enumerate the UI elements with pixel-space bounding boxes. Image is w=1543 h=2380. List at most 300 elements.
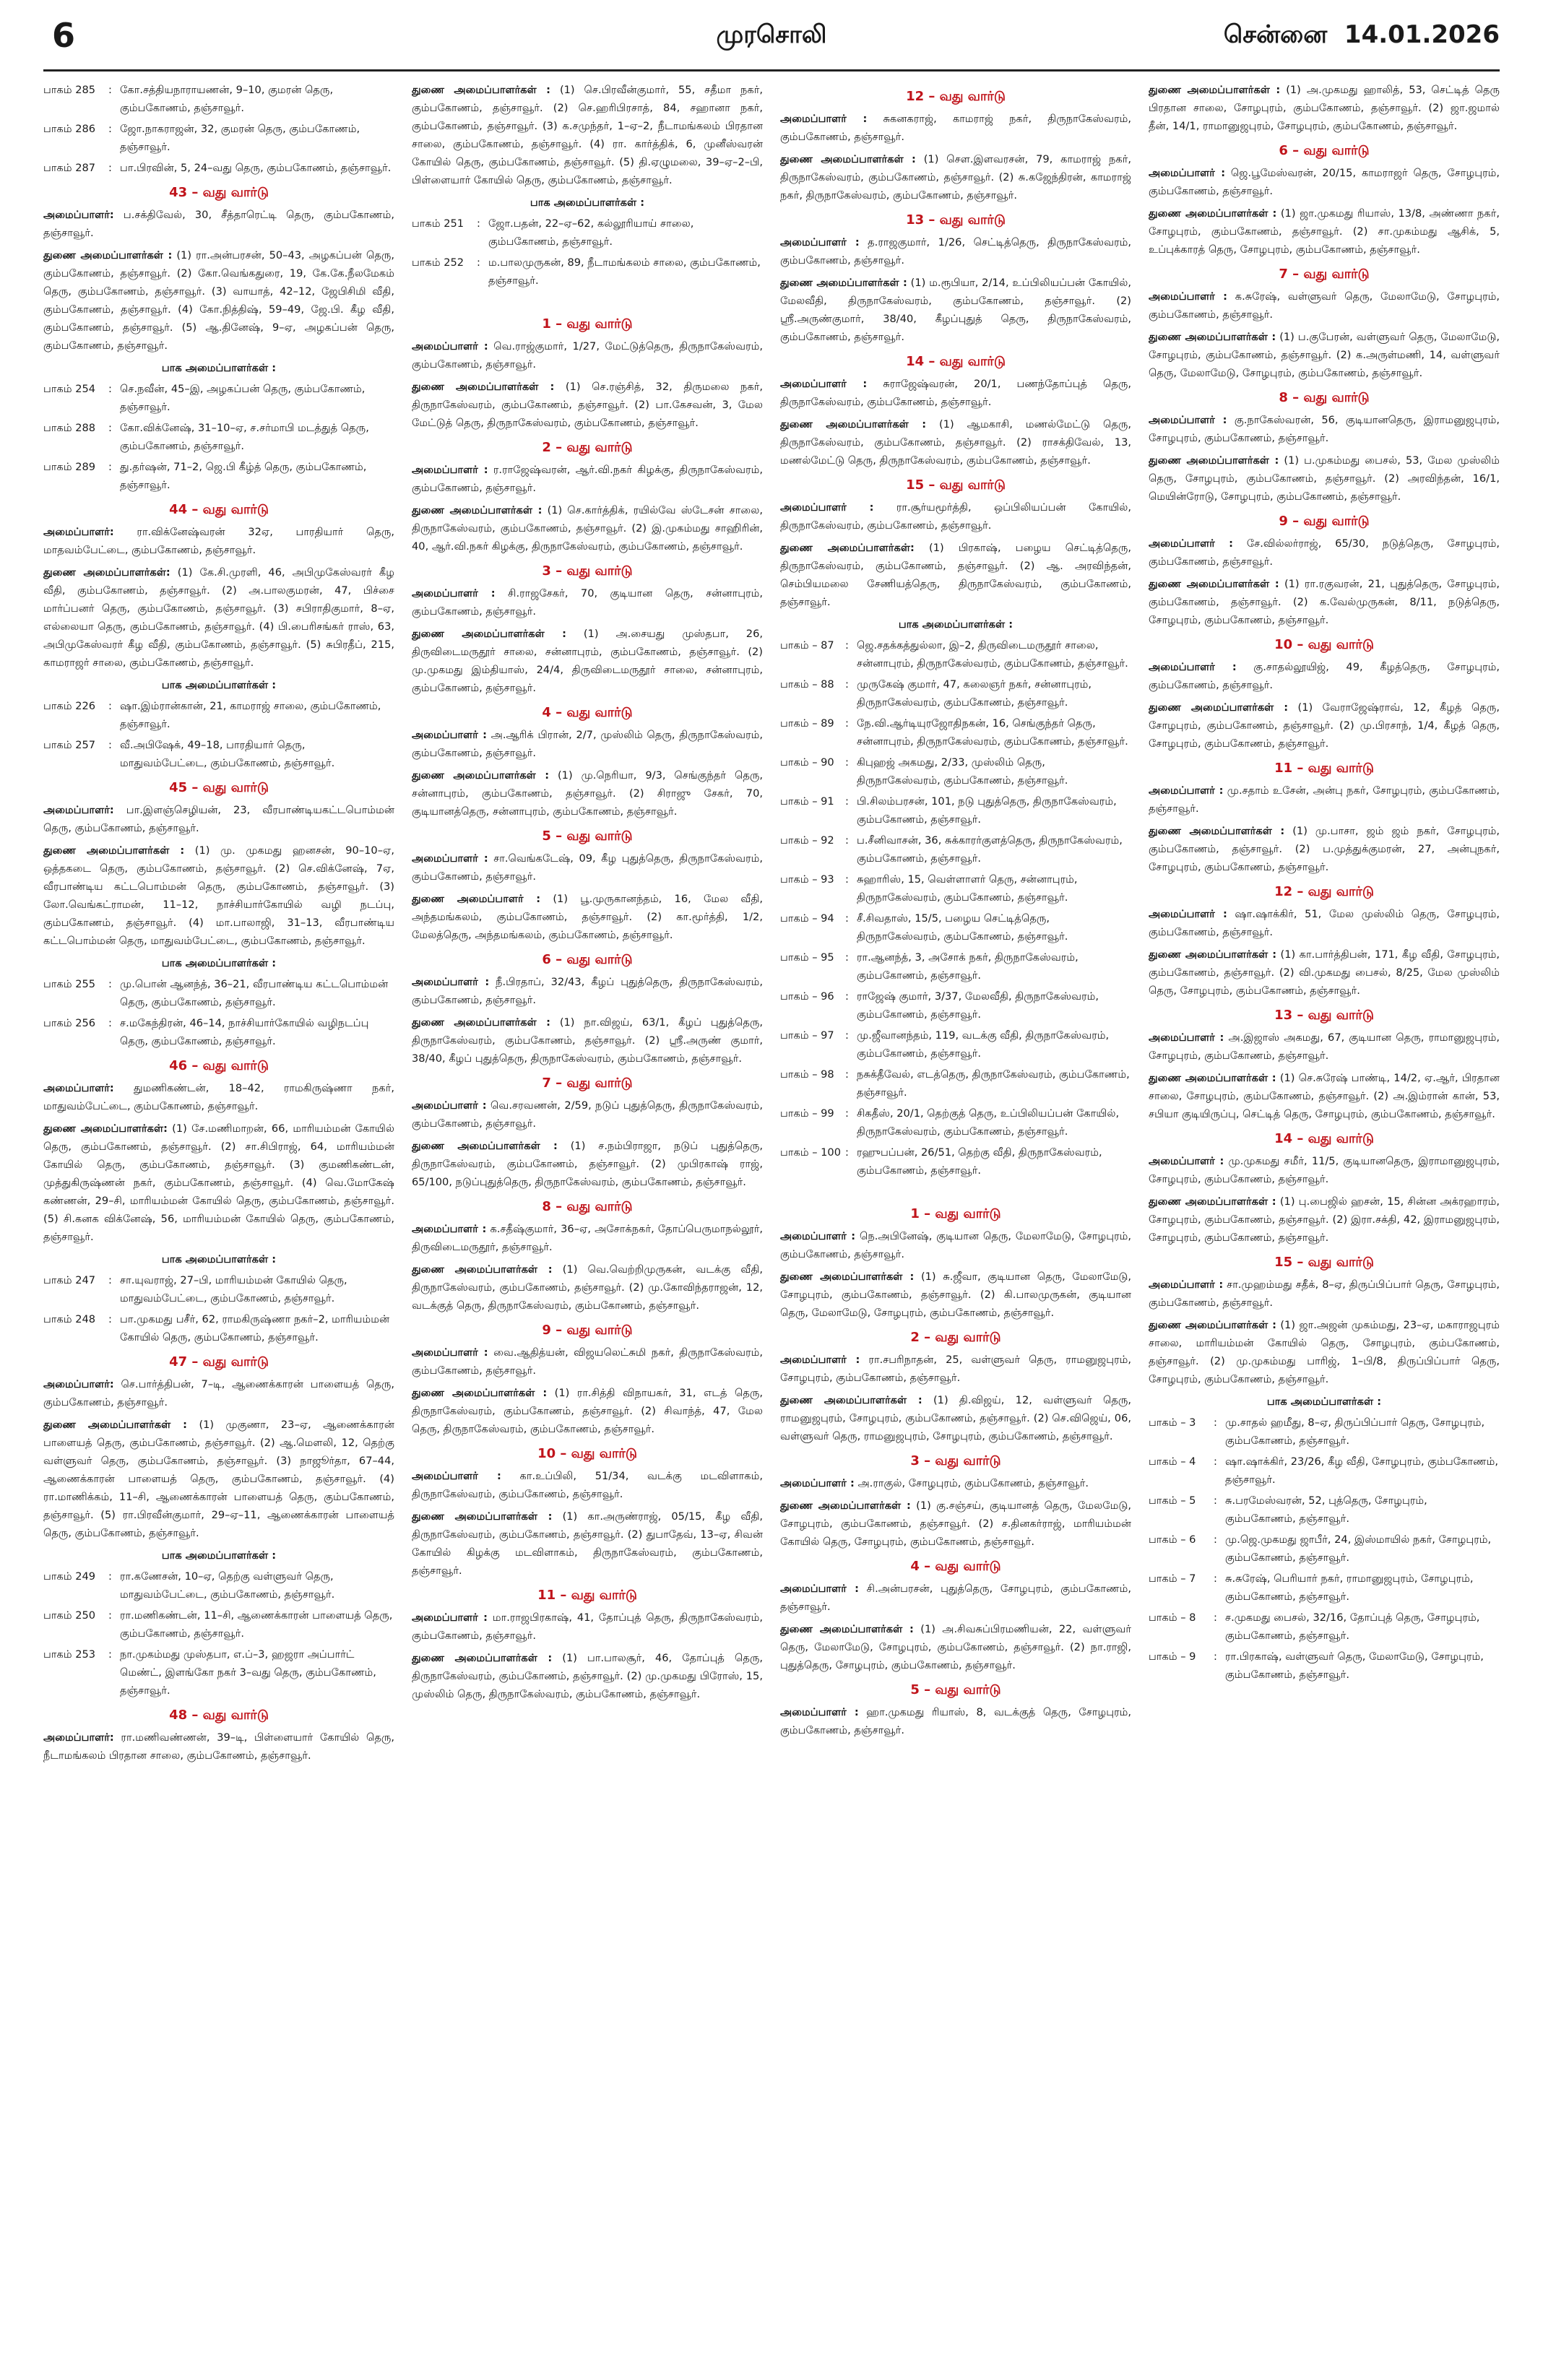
part-number: பாகம் 248: [43, 1313, 96, 1325]
entry-separator: :: [108, 383, 112, 395]
organiser-details: (1) ம.ரூபியா, 2/14, உப்பிலியப்பன் கோயில், மேலவீதி, திருநாகேஸ்வரம், கும்பகோணம், தஞ்சாவூர். (2) ஸ்ரீ.அருண்குமார், 38/40, கீழப்புதுத் தெரு, திருநாகேஸ்வரம், கும்பகோணம், தஞ்சாவூர்.: [780, 277, 1131, 343]
organiser-details: ஜெ.பூமேஸ்வரன், 20/15, காமராஜர் தெரு, சோழபுரம், கும்பகோணம், தஞ்சாவூர்.: [1149, 167, 1500, 197]
part-entry: [780, 909, 1131, 945]
organiser-paragraph: [412, 1467, 763, 1503]
part-entry: [780, 870, 1131, 906]
page-header: [0, 0, 1543, 87]
part-entry: [1149, 1414, 1500, 1450]
role-label: துணை அமைப்பாளர்கள் :: [412, 769, 550, 782]
ward-heading: 15 – வது வார்டு: [906, 477, 1006, 493]
part-entry: [43, 1271, 394, 1307]
role-label: அமைப்பாளர்:: [43, 1378, 114, 1390]
organiser-details: (1) கு.சஞ்சய், குடியானத் தெரு, மேலமேடு, சோழபுரம், கும்பகோணம், தஞ்சாவூர். (2) ச.தினகர்ராஜ், மாரியம்மன் கோயில் தெரு, சோழபுரம், கும்பகோணம், தஞ்சாவூர்.: [780, 1500, 1131, 1548]
part-organiser: ப.சீனிவாசன், 36, சுக்காரர்குளத்தெரு, திருநாகேஸ்வரம், கும்பகோணம், தஞ்சாவூர்.: [857, 834, 1123, 865]
part-number: பாகம் 252: [412, 256, 464, 269]
part-entry: [780, 1065, 1131, 1102]
organiser-details: நெ.அபினேஷ், குடியான தெரு, மேலாமேடு, சோழபுரம், கும்பகோணம், தஞ்சாவூர்.: [780, 1230, 1131, 1260]
organiser-details: (1) முகுணா, 23–ஏ, ஆணைக்காரன் பாளையத் தெரு, கும்பகோணம், தஞ்சாவூர். (2) ஆ.மெளலி, 12, தெற்கு வள்ளுவர் தெரு, கும்பகோணம், தஞ்சாவூர். (3) நாஜூர்தா, 67–44, ஆணைக்காரன் பாளையத் தெரு, கும்பகோணம், தஞ்சாவூர். (4) ரா.மாணிக்கம், 11–சி, ஆணைக்காரன் பாளையத் தெரு, கும்பகோணம், தஞ்சாவூர். (5) ரா.பிரவீன்குமார், 29–ஏ–11, ஆணைக்காரன் பாளையத் தெரு, கும்பகோணம், தஞ்சாவூர்.: [43, 1419, 394, 1539]
role-label: துணை அமைப்பாளர்கள் :: [1149, 701, 1289, 714]
part-organiser: கோ.சத்தியநாராயணன், 9–10, குமரன் தெரு, கும்பகோணம், தஞ்சாவூர்.: [120, 84, 334, 114]
entry-separator: :: [845, 951, 849, 964]
part-number: பாகம் 288: [43, 422, 96, 434]
part-organiser: ஜெ.சதக்கத்துல்லா, இ–2, திருவிடைமருதூர் சாலை, சன்னாபுரம், திருநாகேஸ்வரம், கும்பகோணம், தஞ்சாவூர்.: [857, 639, 1128, 670]
part-entry: [43, 81, 394, 117]
organiser-details: நீ.பிரதாப், 32/43, கீழப் புதுத்தெரு, திருநாகேஸ்வரம், கும்பகோணம், தஞ்சாவூர்.: [412, 976, 763, 1006]
organiser-paragraph: [780, 375, 1131, 411]
part-number: பாகம் 286: [43, 123, 96, 135]
organiser-details: வை.ஆதித்யன், விஜயலெட்சுமி நகர், திருநாகேஸ்வரம், கும்பகோணம், தஞ்சாவூர்.: [412, 1346, 763, 1377]
organiser-paragraph: [43, 563, 394, 672]
role-label: அமைப்பாளர்:: [43, 1731, 114, 1744]
ward-heading: 6 – வது வார்டு: [1279, 143, 1370, 158]
part-number: பாகம் – 3: [1149, 1416, 1196, 1429]
ward-heading: 5 – வது வார்டு: [542, 828, 633, 844]
role-label: துணை அமைப்பாளர்கள் :: [412, 1387, 548, 1399]
part-entry: [780, 636, 1131, 672]
part-number: பாகம் – 87: [780, 639, 834, 652]
entry-separator: :: [845, 717, 849, 730]
role-label: அமைப்பாளர் :: [780, 1477, 855, 1489]
organiser-details: (1) ப.முகம்மது பைசல், 53, மேல முஸ்லிம் தெரு, சோழபுரம், கும்பகோணம், தஞ்சாவூர். (2) அரவிந்தன், 16/1, மெயின்ரோடு, சோழபுரம், கும்பகோணம், தஞ்சாவூர்.: [1149, 454, 1500, 503]
organiser-paragraph: [1149, 451, 1500, 506]
organiser-paragraph: [412, 584, 763, 620]
organiser-details: (1) ப.குபேரன், வள்ளுவர் தெரு, மேலாமேடு, சோழபுரம், கும்பகோணம், தஞ்சாவூர். (2) க.அருள்மணி, 14, வள்ளுவர் தெரு, மேலாமேடு, சோழபுரம், கும்பகோணம், தஞ்சாவூர்.: [1149, 331, 1500, 379]
organiser-paragraph: [412, 1096, 763, 1133]
organiser-paragraph: [780, 1703, 1131, 1739]
organiser-paragraph: [1149, 698, 1500, 753]
column-1: [43, 81, 394, 2363]
role-label: அமைப்பாளர்:: [43, 209, 114, 221]
organiser-details: ர.ராஜேஷ்வரன், ஆர்.வி.நகர் கிழக்கு, திருநாகேஸ்வரம், கும்பகோணம், தஞ்சாவூர்.: [412, 464, 763, 494]
organiser-paragraph: [780, 1227, 1131, 1263]
organiser-details: க.சதீஷ்குமார், 36–ஏ, அசோக்நகர், தோப்பெருமாநல்லூர், திருவிடைமருதூர், தஞ்சாவூர்.: [412, 1223, 763, 1253]
organiser-paragraph: [412, 1384, 763, 1438]
role-label: அமைப்பாளர் :: [412, 1346, 488, 1359]
part-entry: [780, 1104, 1131, 1141]
role-label: அமைப்பாளர் :: [1149, 1278, 1224, 1291]
section-subheading: பாக அமைப்பாளர்கள் :: [161, 957, 277, 969]
part-entry: [43, 736, 394, 772]
role-label: அமைப்பாளர் :: [412, 587, 496, 600]
part-entry: [1149, 1531, 1500, 1567]
part-organiser: ஷா.இம்ரான்கான், 21, காமராஜ் சாலை, கும்பகோணம், தஞ்சாவூர்.: [120, 700, 381, 730]
part-number: பாகம் 285: [43, 84, 96, 96]
organiser-details: கு.சாதல்லூயிஜ், 49, கீழத்தெரு, சோழபுரம், கும்பகோணம், தஞ்சாவூர்.: [1149, 661, 1500, 691]
organiser-paragraph: [43, 1079, 394, 1115]
ward-heading: 1 – வது வார்டு: [910, 1206, 1001, 1221]
part-number: பாகம் – 90: [780, 756, 834, 769]
part-organiser: பா.பிரவின், 5, 24–வது தெரு, கும்பகோணம், தஞ்சாவூர்.: [120, 162, 392, 174]
entry-separator: :: [1214, 1494, 1217, 1507]
part-entry: [1149, 1453, 1500, 1489]
organiser-paragraph: [1149, 1316, 1500, 1388]
role-label: துணை அமைப்பாளர்கள்:: [780, 542, 915, 554]
part-organiser: ஜோ.நாகராஜன், 32, குமரன் தெரு, கும்பகோணம், தஞ்சாவூர்.: [120, 123, 360, 153]
entry-separator: :: [477, 256, 480, 269]
organiser-details: சா.வெங்கடேஷ், 09, கீழ புதுத்தெரு, திருநாகேஸ்வரம், கும்பகோணம், தஞ்சாவூர்.: [412, 852, 763, 883]
organiser-details: ரா.சூர்யமூர்த்தி, ஒப்பிலியப்பன் கோயில், திருநாகேஸ்வரம், கும்பகோணம், தஞ்சாவூர்.: [780, 501, 1131, 532]
organiser-details: சுராஜேஷ்வரன், 20/1, பணந்தோப்புத் தெரு, திருநாகேஸ்வரம், கும்பகோணம், தஞ்சாவூர்.: [780, 378, 1131, 408]
part-organiser: ரஹுபப்பன், 26/51, தெற்கு வீதி, திருநாகேஸ்வரம், கும்பகோணம், தஞ்சாவூர்.: [857, 1146, 1102, 1177]
ward-heading: 3 – வது வார்டு: [542, 563, 633, 579]
part-number: பாகம் – 9: [1149, 1650, 1196, 1663]
part-entry: [43, 419, 394, 455]
part-number: பாகம் – 97: [780, 1029, 834, 1042]
role-label: துணை அமைப்பாளர்கள் :: [412, 1652, 553, 1664]
part-organiser: ரா.மணிகண்டன், 11–சி, ஆணைக்காரன் பாளையத் தெரு, கும்பகோணம், தஞ்சாவூர்.: [120, 1609, 393, 1640]
column-3: [780, 81, 1131, 2363]
organiser-paragraph: [780, 1620, 1131, 1674]
part-organiser: ராஜேஷ் குமார், 3/37, மேலவீதி, திருநாகேஸ்வரம், கும்பகோணம், தஞ்சாவூர்.: [857, 990, 1099, 1021]
organiser-details: மு.முகமது சமீர், 11/5, குடியானதெரு, இராமானுஜபுரம், சோழபுரம், கும்பகோணம், தஞ்சாவூர்.: [1149, 1155, 1500, 1185]
ward-heading: 1 – வது வார்டு: [542, 316, 633, 332]
role-label: அமைப்பாளர் :: [1149, 1031, 1224, 1044]
role-label: அமைப்பாளர் :: [780, 1354, 860, 1366]
organiser-paragraph: [1149, 905, 1500, 941]
organiser-details: (1) கா.அருண்ராஜ், 05/15, கீழ வீதி, திருநாகேஸ்வரம், கும்பகோணம், தஞ்சாவூர். (2) துபாதேவ், 13–ஏ, சிவன் கோயில் கிழக்கு மடவிளாகம், திருநாகேஸ்வரம், கும்பகோணம், தஞ்சாவூர்.: [412, 1510, 763, 1577]
organiser-details: அ.இஜாஸ் அகமது, 67, குடியான தெரு, ராமானுஜபுரம், சோழபுரம், கும்பகோணம், தஞ்சாவூர்.: [1149, 1031, 1500, 1062]
part-entry: [780, 987, 1131, 1024]
page-number: 6: [52, 16, 76, 55]
role-label: துணை அமைப்பாளர்கள் :: [780, 277, 907, 289]
organiser-paragraph: [1149, 164, 1500, 200]
role-label: அமைப்பாளர் :: [1149, 1155, 1224, 1167]
role-label: அமைப்பாளர் :: [1149, 290, 1227, 303]
part-number: பாகம் 226: [43, 700, 96, 712]
organiser-paragraph: [1149, 1276, 1500, 1312]
role-label: துணை அமைப்பாளர்கள் :: [412, 381, 555, 393]
part-number: பாகம் – 93: [780, 873, 834, 886]
organiser-details: சி.அன்பரசன், புதுத்தெரு, சோழபுரம், கும்பகோணம், தஞ்சாவூர்.: [780, 1583, 1131, 1613]
organiser-paragraph: [412, 1220, 763, 1256]
entry-separator: :: [108, 978, 112, 990]
organiser-paragraph: [780, 274, 1131, 346]
part-number: பாகம் 249: [43, 1570, 96, 1583]
part-organiser: ரா.ஆனந்த், 3, அசோக் நகர், திருநாகேஸ்வரம், கும்பகோணம், தஞ்சாவூர்.: [857, 951, 1079, 982]
organiser-paragraph: [1149, 1029, 1500, 1065]
organiser-paragraph: [1149, 575, 1500, 629]
part-entry: [412, 215, 763, 251]
part-number: பாகம் – 92: [780, 834, 834, 847]
ward-heading: 2 – வது வார்டு: [542, 440, 633, 455]
organiser-details: துமணிகண்டன், 18–42, ராமகிருஷ்ணா நகர், மாதுவம்பேட்டை, கும்பகோணம், தஞ்சாவூர்.: [43, 1082, 394, 1112]
role-label: துணை அமைப்பாளர் :: [412, 893, 541, 905]
organiser-details: (1) மு.பாசா, ஜம் ஜம் நகர், சோழபுரம், கும்பகோணம், தஞ்சாவூர். (2) ப.முத்துக்குமரன், 27, அன்புநகர், சோழபுரம், கும்பகோணம், தஞ்சாவூர்.: [1149, 825, 1500, 873]
part-organiser: நே.வி.ஆர்டியுரஜோதிநகன், 16, செங்குந்தர் தெரு, சன்னாபுரம், திருநாகேஸ்வரம், கும்பகோணம், தஞ்சாவூர்.: [857, 717, 1128, 748]
ward-heading: 10 – வது வார்டு: [537, 1446, 637, 1461]
part-organiser: சு.சுரேஷ், பெரியார் நகர், ராமானுஜபுரம், சோழபுரம், கும்பகோணம், தஞ்சாவூர்.: [1225, 1572, 1474, 1603]
organiser-details: ரா.விக்னேஷ்வரன் 32ஏ, பாரதியார் தெரு, மாதவம்பேட்டை, கும்பகோணம், தஞ்சாவூர்.: [43, 526, 394, 556]
organiser-paragraph: [780, 233, 1131, 269]
organiser-paragraph: [1149, 204, 1500, 259]
organiser-details: அ.ஆரிக் பிரான், 2/7, முஸ்லிம் தெரு, திருநாகேஸ்வரம், கும்பகோணம், தஞ்சாவூர்.: [412, 729, 763, 759]
role-label: துணை அமைப்பாளர்கள் :: [1149, 207, 1277, 220]
part-organiser: கோ.விக்னேஷ், 31–10–ஏ, ச.சர்மாபி மடத்துத் தெரு, கும்பகோணம், தஞ்சாவூர்.: [120, 422, 369, 452]
organiser-paragraph: [1149, 1152, 1500, 1188]
date: 14.01.2026: [1344, 20, 1500, 49]
role-label: அமைப்பாளர் :: [412, 1470, 501, 1482]
ward-heading: 15 – வது வார்டு: [1274, 1255, 1374, 1270]
organiser-details: (1) கா.பார்த்திபன், 171, கீழ வீதி, சோழபுரம், கும்பகோணம், தஞ்சாவூர். (2) வி.முகமது பைசல், 8/25, மேல முஸ்லிம் தெரு, சோழபுரம், கும்பகோணம், தஞ்சாவூர்.: [1149, 948, 1500, 997]
role-label: அமைப்பாளர் :: [780, 1583, 859, 1595]
organiser-paragraph: [43, 523, 394, 559]
part-number: பாகம் – 8: [1149, 1611, 1196, 1624]
part-number: பாகம் – 91: [780, 795, 834, 808]
organiser-details: (1) ரா.அன்பரசன், 50–43, அழகப்பன் தெரு, கும்பகோணம், தஞ்சாவூர். (2) கோ.வெங்கதுரை, 19, கே.கே.நீலமேகம் தெரு, கும்பகோணம், தஞ்சாவூர். (3) வாயாத், 42–12, ஜேபிசிமி வீதி, கும்பகோணம், தஞ்சாவூர். (4) கோ.நித்திஷ், 59–49, ஜே.பி. கீழ வீதி, கும்பகோணம், தஞ்சாவூர். (5) ஆ.தினேஷ், 9–ஏ, அழகப்பன் தெரு, கும்பகோணம், தஞ்சாவூர்.: [43, 249, 394, 352]
role-label: துணை அமைப்பாளர்கள் :: [780, 1500, 911, 1512]
organiser-details: (1) பிரகாஷ், பழைய செட்டித்தெரு, திருநாகேஸ்வரம், கும்பகோணம், தஞ்சாவூர். (2) ஆ. அரவிந்தன், செம்பியமலை சேணியத்தெரு, திருநாகேஸ்வரம், கும்பகோணம், தஞ்சாவூர்.: [780, 542, 1131, 608]
role-label: அமைப்பாளர் :: [780, 378, 868, 390]
role-label: துணை அமைப்பாளர்கள்:: [43, 1122, 168, 1135]
role-label: அமைப்பாளர் :: [412, 729, 487, 741]
part-number: பாகம் 247: [43, 1274, 96, 1286]
organiser-paragraph: [780, 110, 1131, 146]
entry-separator: :: [108, 739, 112, 751]
entry-separator: :: [845, 990, 849, 1003]
entry-separator: :: [1214, 1455, 1217, 1468]
ward-heading: 13 – வது வார்டு: [906, 212, 1006, 228]
part-number: பாகம் 251: [412, 217, 464, 230]
section-subheading: பாக அமைப்பாளர்கள் :: [161, 679, 277, 691]
organiser-details: (1) சு.ஜீவா, குடியான தெரு, மேலாமேடு, சோழபுரம், கும்பகோணம், தஞ்சாவூர். (2) கி.பாலமுருகன், குடியான தெரு, மேலாமேடு, சோழபுரம், கும்பகோணம், தஞ்சாவூர்.: [780, 1271, 1131, 1319]
part-number: பாகம் – 98: [780, 1068, 834, 1081]
section-subheading: பாக அமைப்பாளர்கள் :: [1266, 1395, 1382, 1408]
role-label: அமைப்பாளர் :: [412, 464, 488, 476]
role-label: துணை அமைப்பாளர்கள் :: [1149, 84, 1281, 96]
entry-separator: :: [108, 700, 112, 712]
role-label: துணை அமைப்பாளர்கள் :: [43, 249, 173, 261]
entry-separator: :: [108, 1570, 112, 1583]
part-number: பாகம் – 88: [780, 678, 834, 691]
part-entry: [43, 1645, 394, 1700]
organiser-paragraph: [1149, 287, 1500, 324]
organiser-paragraph: [412, 1609, 763, 1645]
part-organiser: ரா.கணேசன், 10–ஏ, தெற்கு வள்ளுவர் தெரு, மாதுவம்பேட்டை, கும்பகோணம், தஞ்சாவூர்.: [120, 1570, 335, 1601]
organiser-details: (1) பூ.முருகானந்தம், 16, மேல வீதி, அந்தமங்கலம், கும்பகோணம், தஞ்சாவூர். (2) கா.மூர்த்தி, 1/2, மேலத்தெரு, அந்தமங்கலம், கும்பகோணம், தஞ்சாவூர்.: [412, 893, 763, 941]
ward-heading: 13 – வது வார்டு: [1274, 1008, 1374, 1023]
organiser-paragraph: [780, 1580, 1131, 1616]
organiser-details: சி.ராஜசேகர், 70, குடியான தெரு, சன்னாபுரம், கும்பகோணம், தஞ்சாவூர்.: [412, 587, 763, 618]
organiser-paragraph: [412, 726, 763, 762]
role-label: துணை அமைப்பாளர்கள் :: [780, 1623, 914, 1635]
entry-separator: :: [845, 678, 849, 691]
part-entry: [43, 458, 394, 494]
ward-heading: 9 – வது வார்டு: [1279, 514, 1370, 529]
organiser-paragraph: [412, 1507, 763, 1580]
role-label: துணை அமைப்பாளர்கள் :: [1149, 454, 1279, 467]
part-organiser: து.தர்ஷன், 71–2, ஜெ.பி கீழ்த் தெரு, கும்பகோணம், தஞ்சாவூர்.: [120, 461, 367, 491]
organiser-details: கு.நாகேஸ்வரன், 56, குடியானதெரு, இராமனுஜபுரம், சோழபுரம், கும்பகோணம், தஞ்சாவூர்.: [1149, 414, 1500, 444]
organiser-paragraph: [780, 1497, 1131, 1551]
ward-heading: 11 – வது வார்டு: [537, 1588, 637, 1603]
column-4: [1149, 81, 1500, 2363]
organiser-paragraph: [1149, 411, 1500, 447]
entry-separator: :: [108, 1648, 112, 1661]
role-label: துணை அமைப்பாளர்கள் :: [412, 1140, 558, 1152]
part-entry: [43, 159, 394, 177]
part-number: பாகம் 250: [43, 1609, 96, 1622]
entry-separator: :: [108, 162, 112, 174]
organiser-details: (1) மு. முகமது ஹனசன், 90–10–ஏ, ஒத்தகடை தெரு, கும்பகோணம், தஞ்சாவூர். (2) செ.விக்னேஷ், 7ஏ, வீரபாண்டிய கட்டபொம்மன் தெரு, கும்பகோணம், தஞ்சாவூர். (3) லோ.வெங்கட்ராமன், 11–12, நாச்சியார்கோயில் வழி நடப்பு, கும்பகோணம், தஞ்சாவூர். (4) மா.பாலாஜி, 31–13, வீரபாண்டிய கட்டபொம்மன் தெரு, மாதுவம்பேட்டை, கும்பகோணம், தஞ்சாவூர்.: [43, 844, 394, 947]
organiser-paragraph: [1149, 328, 1500, 382]
organiser-details: (1) அ.சையது முஸ்தபா, 26, திருவிடைமருதூர் சாலை, சன்னாபுரம், கும்பகோணம், தஞ்சாவூர். (2) மு.முகமது இம்தியாஸ், 24/4, திருவிடைமருதூர் சாலை, சன்னாபுரம், கும்பகோணம், தஞ்சாவூர்.: [412, 628, 763, 694]
organiser-details: (1) ரா.சித்தி விநாயகர், 31, எடத் தெரு, திருநாகேஸ்வரம், கும்பகோணம், தஞ்சாவூர். (2) சிவாந்த், 47, மேல தெரு, திருநாகேஸ்வரம், கும்பகோணம், தஞ்சாவூர்.: [412, 1387, 763, 1435]
role-label: அமைப்பாளர் :: [412, 1611, 488, 1624]
organiser-paragraph: [1149, 822, 1500, 876]
role-label: அமைப்பாளர் :: [1149, 414, 1227, 426]
ward-heading: 14 – வது வார்டு: [906, 354, 1006, 369]
ward-heading: 5 – வது வார்டு: [910, 1682, 1001, 1697]
organiser-details: ஹா.முகமது ரியாஸ், 8, வடக்குத் தெரு, சோழபுரம், கும்பகோணம், தஞ்சாவூர்.: [780, 1706, 1131, 1736]
entry-separator: :: [1214, 1611, 1217, 1624]
part-entry: [780, 753, 1131, 789]
part-organiser: நா.முகம்மது முஸ்தபா, எ.ப்–3, ஹஜரா அப்பார்ட் மெண்ட், இளங்கோ நகர் 3–வது தெரு, கும்பகோணம், தஞ்சாவூர்.: [120, 1648, 376, 1697]
organiser-paragraph: [780, 1268, 1131, 1322]
organiser-details: (1) அ.சிவசுப்பிரமணியன், 22, வள்ளுவர் தெரு, மேலாமேடு, சோழபுரம், கும்பகோணம், தஞ்சாவூர். (2) நா.ராஜி, புதுத்தெரு, சோழபுரம், கும்பகோணம், தஞ்சாவூர்.: [780, 1623, 1131, 1671]
organiser-paragraph: [43, 246, 394, 355]
role-label: துணை அமைப்பாளர்கள் :: [1149, 578, 1279, 590]
part-organiser: கிபுஹஜ் அகமது, 2/33, முஸ்லிம் தெரு, திருநாகேஸ்வரம், கும்பகோணம், தஞ்சாவூர்.: [857, 756, 1068, 787]
entry-separator: :: [108, 1274, 112, 1286]
part-entry: [43, 1310, 394, 1346]
organiser-paragraph: [43, 801, 394, 837]
section-subheading: பாக அமைப்பாளர்கள் :: [161, 1549, 277, 1562]
organiser-paragraph: [43, 841, 394, 950]
organiser-paragraph: [780, 1474, 1131, 1492]
role-label: அமைப்பாளர் :: [780, 113, 868, 125]
part-number: பாகம் – 4: [1149, 1455, 1196, 1468]
part-organiser: சுஹாரிஸ், 15, வெள்ளாளர் தெரு, சன்னாபுரம், திருநாகேஸ்வரம், கும்பகோணம், தஞ்சாவூர்.: [857, 873, 1078, 904]
organiser-details: (1) ஜா.முகமது ரியாஸ், 13/8, அண்ணா நகர், சோழபுரம், கும்பகோணம், தஞ்சாவூர். (2) சா.முகம்மது ஆசிக், 5, உப்புக்காரத் தெரு, சோழபுரம், கும்பகோணம், தஞ்சாவூர்.: [1149, 207, 1500, 256]
part-organiser: செ.நவீன், 45–இ, அழகப்பன் தெரு, கும்பகோணம், தஞ்சாவூர்.: [120, 383, 366, 413]
ward-heading: 48 – வது வார்டு: [169, 1708, 269, 1723]
part-number: பாகம் 257: [43, 739, 96, 751]
ward-heading: 43 – வது வார்டு: [169, 185, 269, 200]
organiser-paragraph: [412, 1137, 763, 1191]
part-organiser: முருகேஷ் குமார், 47, கலைஞர் நகர், சன்னாபுரம், திருநாகேஸ்வரம், கும்பகோணம், தஞ்சாவூர்.: [857, 678, 1092, 709]
organiser-paragraph: [1149, 1069, 1500, 1123]
entry-separator: :: [845, 1068, 849, 1081]
role-label: அமைப்பாளர் :: [1149, 784, 1224, 797]
part-organiser: ரா.பிரகாஷ், வள்ளுவர் தெரு, மேலாமேடு, சோழபுரம், கும்பகோணம், தஞ்சாவூர்.: [1225, 1650, 1484, 1681]
part-entry: [780, 831, 1131, 867]
entry-separator: :: [108, 1609, 112, 1622]
entry-separator: :: [108, 1313, 112, 1325]
role-label: துணை அமைப்பாளர்கள் :: [780, 1394, 922, 1406]
ward-heading: 45 – வது வார்டு: [169, 780, 269, 795]
part-entry: [1149, 1492, 1500, 1528]
part-entry: [780, 675, 1131, 711]
part-entry: [412, 254, 763, 290]
organiser-details: (1) பு.பைஜில் ஹசன், 15, சின்ன அக்ரஹாரம், சோழபுரம், கும்பகோணம், தஞ்சாவூர். (2) இரா.சக்தி, 42, இராமனுஜபுரம், சோழபுரம், கும்பகோணம், தஞ்சாவூர்.: [1149, 1195, 1500, 1244]
part-entry: [43, 975, 394, 1011]
role-label: துணை அமைப்பாளர்கள் :: [1149, 331, 1276, 343]
organiser-details: பா.இளஞ்செழியன், 23, வீரபாண்டியகட்டபொம்மன் தெரு, கும்பகோணம், தஞ்சாவூர்.: [43, 804, 394, 834]
ward-heading: 12 – வது வார்டு: [1274, 884, 1374, 899]
part-number: பாகம் 287: [43, 162, 96, 174]
role-label: துணை அமைப்பாளர்கள் :: [1149, 1319, 1276, 1331]
role-label: அமைப்பாளர் :: [1149, 908, 1227, 920]
part-number: பாகம் – 94: [780, 912, 834, 925]
organiser-details: (1) வேராஜேஷ்ராவ், 12, கீழத் தெரு, சோழபுரம், கும்பகோணம், தஞ்சாவூர். (2) மு.பிரசாந், 1/4, கீழத் தெரு, சோழபுரம், கும்பகோணம், தஞ்சாவூர்.: [1149, 701, 1500, 750]
organiser-details: (1) ச.நம்பிராஜா, நடுப் புதுத்தெரு, திருநாகேஸ்வரம், கும்பகோணம், தஞ்சாவூர். (2) முபிரகாஷ் ராஜ், 65/100, நடுப்புதுத்தெரு, திருநாகேஸ்வரம், கும்பகோணம், தஞ்சாவூர்.: [412, 1140, 763, 1188]
organiser-details: செ.பார்த்திபன், 7–டி, ஆணைக்காரன் பாளையத் தெரு, கும்பகோணம், தஞ்சாவூர்.: [43, 1378, 394, 1408]
organiser-details: மு.சதாம் உசேன், அன்பு நகர், சோழபுரம், கும்பகோணம், தஞ்சாவூர்.: [1149, 784, 1500, 815]
role-label: அமைப்பாளர் :: [412, 852, 488, 865]
organiser-details: (1) தி.விஜய், 12, வள்ளுவர் தெரு, ராமனுஜபுரம், சோழபுரம், கும்பகோணம், தஞ்சாவூர். (2) செ.விஜெய், 06, வள்ளுவர் தெரு, ராமனுஜபுரம், சோழபுரம், கும்பகோணம், தஞ்சாவூர்.: [780, 1394, 1131, 1442]
part-entry: [43, 1567, 394, 1604]
entry-separator: :: [845, 912, 849, 925]
part-entry: [780, 948, 1131, 985]
organiser-paragraph: [412, 81, 763, 189]
role-label: அமைப்பாளர் :: [780, 1230, 856, 1242]
ward-heading: 9 – வது வார்டு: [542, 1323, 633, 1338]
role-label: அமைப்பாளர் :: [412, 1223, 487, 1235]
ward-heading: 12 – வது வார்டு: [906, 89, 1006, 104]
entry-separator: :: [845, 1146, 849, 1159]
part-organiser: மு.ஜெ.முகமது ஜாபீர், 24, இஸ்மாயில் நகர், சோழபுரம், கும்பகோணம், தஞ்சாவூர்.: [1225, 1533, 1492, 1564]
ward-heading: 14 – வது வார்டு: [1274, 1131, 1374, 1146]
organiser-details: வெ.சரவணன், 2/59, நடுப் புதுத்தெரு, திருநாகேஸ்வரம், கும்பகோணம், தஞ்சாவூர்.: [412, 1099, 763, 1130]
part-number: பாகம் – 5: [1149, 1494, 1196, 1507]
organiser-details: கா.உப்பிலி, 51/34, வடக்கு மடவிளாகம், திருநாகேஸ்வரம், கும்பகோணம், தஞ்சாவூர்.: [412, 1470, 763, 1500]
organiser-details: (1) ரா.ரகுவரன், 21, புதுத்தெரு, சோழபுரம், கும்பகோணம், தஞ்சாவூர். (2) க.வேல்முருகன், 8/11, நடுத்தெரு, சோழபுரம், கும்பகோணம், தஞ்சாவூர்.: [1149, 578, 1500, 626]
organiser-details: (1) நா.விஜய், 63/1, கீழப் புதுத்தெரு, திருநாகேஸ்வரம், கும்பகோணம், தஞ்சாவூர். (2) ஸ்ரீ.அருண் குமார், 38/40, கீழப் புதுத்தெரு, திருநாகேஸ்வரம், கும்பகோணம், தஞ்சாவூர்.: [412, 1016, 763, 1065]
organiser-paragraph: [780, 1351, 1131, 1387]
part-organiser: சிகதீஸ், 20/1, தெற்குத் தெரு, உப்பிலியப்பன் கோயில், திருநாகேஸ்வரம், கும்பகோணம், தஞ்சாவூர்.: [857, 1107, 1120, 1138]
role-label: துணை அமைப்பாளர்கள் :: [780, 418, 927, 430]
organiser-details: வெ.ராஜ்குமார், 1/27, மேட்டுத்தெரு, திருநாகேஸ்வரம், கும்பகோணம், தஞ்சாவூர்.: [412, 340, 763, 371]
part-number: பாகம் – 99: [780, 1107, 834, 1120]
ward-heading: 10 – வது வார்டு: [1274, 637, 1374, 652]
part-number: பாகம் 253: [43, 1648, 96, 1661]
part-organiser: ச.முகமது பைசல், 32/16, தோப்புத் தெரு, சோழபுரம், கும்பகோணம், தஞ்சாவூர்.: [1225, 1611, 1480, 1642]
organiser-paragraph: [412, 1649, 763, 1703]
section-subheading: பாக அமைப்பாளர்கள் :: [161, 1253, 277, 1265]
entry-separator: :: [108, 1017, 112, 1029]
part-entry: [780, 1143, 1131, 1180]
part-entry: [43, 697, 394, 733]
part-organiser: ம.பாலமுருகன், 89, நீடாமங்கலம் சாலை, கும்பகோணம், தஞ்சாவூர்.: [488, 256, 761, 287]
entry-separator: :: [108, 123, 112, 135]
part-organiser: மு.ஜீவானந்தம், 119, வடக்கு வீதி, திருநாகேஸ்வரம், கும்பகோணம், தஞ்சாவூர்.: [857, 1029, 1110, 1060]
entry-separator: :: [1214, 1650, 1217, 1663]
organiser-paragraph: [780, 1391, 1131, 1445]
role-label: துணை அமைப்பாளர்கள் :: [412, 628, 567, 640]
ward-heading: 4 – வது வார்டு: [910, 1559, 1001, 1574]
organiser-details: ரா.மணிவண்ணன், 39–டி, பிள்ளையார் கோயில் தெரு, நீடாமங்கலம் பிரதான சாலை, கும்பகோணம், தஞ்சாவூர்.: [43, 1731, 394, 1762]
part-entry: [1149, 1570, 1500, 1606]
role-label: அமைப்பாளர் :: [780, 501, 874, 514]
organiser-paragraph: [412, 501, 763, 555]
part-number: பாகம் – 7: [1149, 1572, 1196, 1585]
role-label: அமைப்பாளர் :: [780, 236, 860, 248]
part-number: பாகம் – 6: [1149, 1533, 1196, 1546]
part-organiser: ஜோ.பதன், 22–ஏ–62, கல்லூரியாய் சாலை, கும்பகோணம், தஞ்சாவூர்.: [488, 217, 694, 248]
organiser-details: அ.ராகுல், சோழபுரம், கும்பகோணம், தஞ்சாவூர்.: [854, 1477, 1089, 1489]
ward-heading: 2 – வது வார்டு: [910, 1330, 1001, 1345]
organiser-paragraph: [43, 1375, 394, 1411]
role-label: துணை அமைப்பாளர்கள் :: [780, 1271, 915, 1283]
ward-heading: 8 – வது வார்டு: [542, 1199, 633, 1214]
organiser-paragraph: [780, 498, 1131, 535]
role-label: அமைப்பாளர் :: [780, 1706, 859, 1718]
part-entry: [43, 120, 394, 156]
ward-heading: 44 – வது வார்டு: [169, 502, 269, 517]
organiser-details: சுகனகராஜ், காமராஜ் நகர், திருநாகேஸ்வரம், கும்பகோணம், தஞ்சாவூர்.: [780, 113, 1131, 143]
organiser-details: (1) கே.சி.முரளி, 46, அபிமுகேஸ்வரர் கீழ வீதி, கும்பகோணம், தஞ்சாவூர். (2) அ.பாலகுமரன், 47, பிச்சை மார்ப்பனர் தெரு, கும்பகோணம், தஞ்சாவூர். (3) சபிராதிகுமார், 8–ஏ, எல்லையா தெரு, கும்பகோணம், தஞ்சாவூர். (4) பி.பைரிசங்கர் ராஸ், 63, அபிமுகேஸ்வரர் கீழ வீதி, கும்பகோணம், தஞ்சாவூர். (5) சுபிரதீப், 215, காமராஜர் சாலை, கும்பகோணம், தஞ்சாவூர்.: [43, 566, 394, 669]
part-number: பாகம் – 95: [780, 951, 834, 964]
